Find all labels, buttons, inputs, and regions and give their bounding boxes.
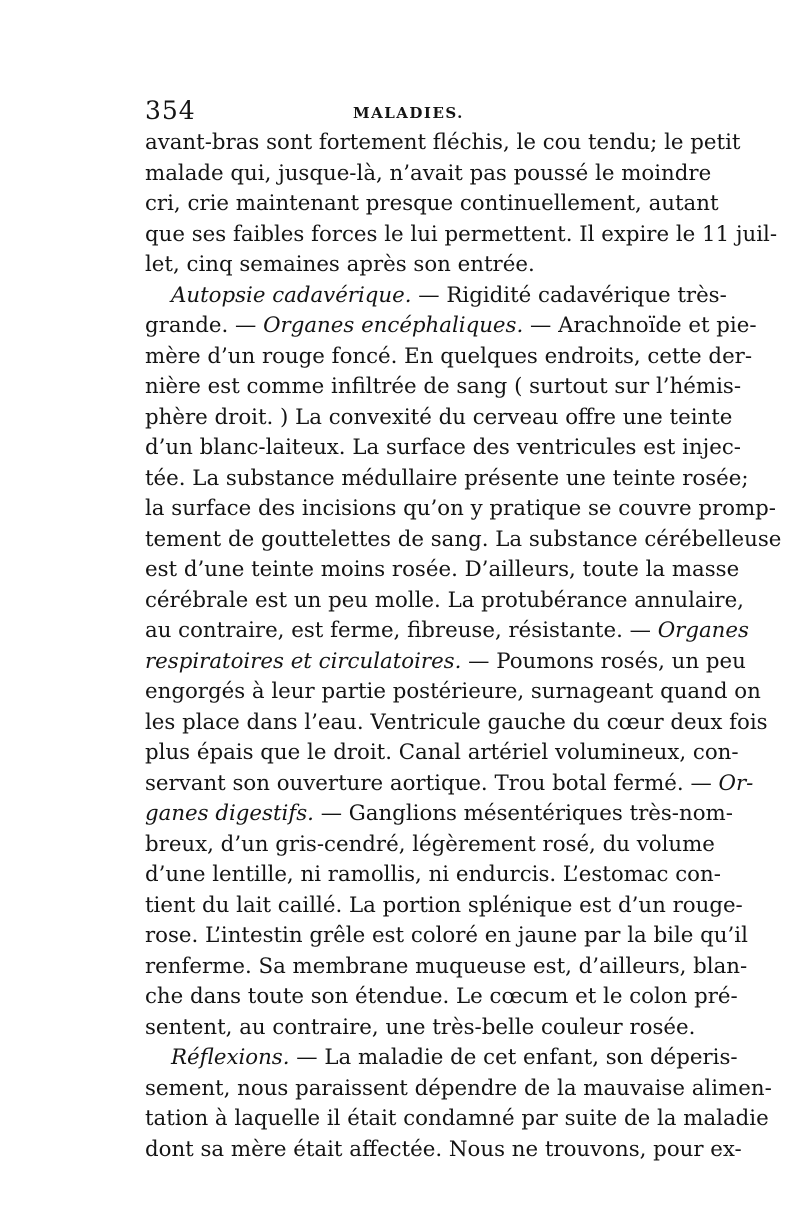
text-line [145,494,777,525]
text-run: est d’une teinte moins rosée. D’ailleurs, toute la masse [145,557,740,582]
text-line [145,159,712,190]
text-run: engorgés à leur partie postérieure, surnageant quand on [145,679,761,704]
text-run: tation à laquelle il était condamné par suite de la maladie [145,1106,769,1131]
italic-heading: Organes [657,618,749,643]
text-run: servant son ouverture aortique. Trou botal fermé. — [145,770,719,796]
text-run: che dans toute son étendue. Le cœcum et le colon pré- [145,984,738,1009]
text-run: dont sa mère était affectée. Nous ne trouvons, pour ex- [145,1136,742,1162]
text-line [145,403,733,434]
text-run: — Rigidité cadavérique très- [411,282,727,308]
text-run: nière est comme infiltrée de sang ( surtout sur l’hémis- [145,374,742,399]
text-line [145,250,668,281]
text-line [145,647,746,678]
text-line [145,830,715,861]
text-line [145,311,757,342]
italic-heading: ganes digestifs. [145,801,314,826]
text-line [145,769,754,800]
text-line [145,860,721,891]
italic-heading: Or- [718,770,754,796]
text-line [145,891,743,922]
italic-heading: Organes encéphaliques. [263,313,524,338]
body-text [145,128,782,1165]
italic-heading: respiratoires et circulatoires. [145,648,462,674]
text-line [145,1013,696,1044]
text-run: cérébrale est un peu molle. La protubérance annulaire, [145,587,744,613]
text-line [145,982,738,1013]
text-run: tée. La substance médullaire présente une teinte rosée; [145,465,749,491]
text-line [145,342,753,373]
text-line [145,708,768,739]
text-run: la surface des incisions qu’on y pratique se couvre promp- [145,496,777,521]
text-run: malade qui, jusque-là, n’avait pas poussé le moindre [145,160,712,186]
text-line [145,464,749,495]
text-line [145,921,748,952]
text-line [145,555,740,586]
text-line [145,189,719,220]
text-run: d’un blanc-laiteux. La surface des ventricules est injec- [145,435,741,460]
text-run: — La maladie de cet enfant, son déperis- [289,1045,738,1070]
page-header [145,96,665,126]
text-line [145,1043,738,1074]
text-run: rose. L’intestin grêle est coloré en jaune par la bile qu’il [145,923,748,948]
text-line [145,372,742,403]
text-line [145,616,749,647]
text-run: mère d’un rouge foncé. En quelques endroits, cette der- [145,343,753,369]
text-line [145,586,744,617]
text-line [145,799,733,830]
text-line [145,952,748,983]
text-run: let, cinq semaines après son entrée. [145,252,535,277]
text-run: les place dans l’eau. Ventricule gauche du cœur deux fois [145,709,768,735]
text-run: que ses faibles forces le lui permettent. Il expire le 11 juil- [145,221,778,247]
text-line [145,433,741,464]
running-head: MALADIES. [353,104,464,122]
text-run: plus épais que le droit. Canal artériel volumineux, con- [145,740,739,765]
text-run: breux, d’un gris-cendré, légèrement rosé, du volume [145,831,715,857]
text-line [145,281,727,312]
text-run: — Ganglions mésentériques très-nom- [313,801,733,826]
text-line [145,525,782,556]
text-run: tement de gouttelettes de sang. La substance cérébelleuse [145,526,782,552]
italic-heading: Réflexions. [171,1045,290,1070]
page-number: 354 [145,96,196,125]
text-run: tient du lait caillé. La portion splénique est d’un rouge- [145,892,743,918]
text-line [145,677,761,708]
text-line [145,128,741,159]
text-line [145,738,739,769]
text-run: cri, crie maintenant presque continuellement, autant [145,191,719,216]
text-line [145,1135,742,1166]
text-run: avant-bras sont fortement fléchis, le cou tendu; le petit [145,130,741,155]
text-run: grande. — [145,313,264,338]
text-run: — Poumons rosés, un peu [461,648,746,674]
text-run: phère droit. ) La convexité du cerveau offre une teinte [145,404,733,430]
text-line [145,220,778,251]
text-run: sement, nous paraissent dépendre de la mauvaise alimen- [145,1075,772,1101]
italic-heading: Autopsie cadavérique. [171,282,412,308]
text-run: au contraire, est ferme, fibreuse, résistante. — [145,618,658,643]
text-run: — Arachnoïde et pie- [523,313,757,338]
text-run: renferme. Sa membrane muqueuse est, d’ailleurs, blan- [145,953,748,979]
text-run: sentent, au contraire, une très-belle couleur rosée. [145,1014,696,1040]
text-run: d’une lentille, ni ramollis, ni endurcis. L’estomac con- [145,862,721,887]
text-line [145,1104,769,1135]
text-line [145,1074,772,1105]
